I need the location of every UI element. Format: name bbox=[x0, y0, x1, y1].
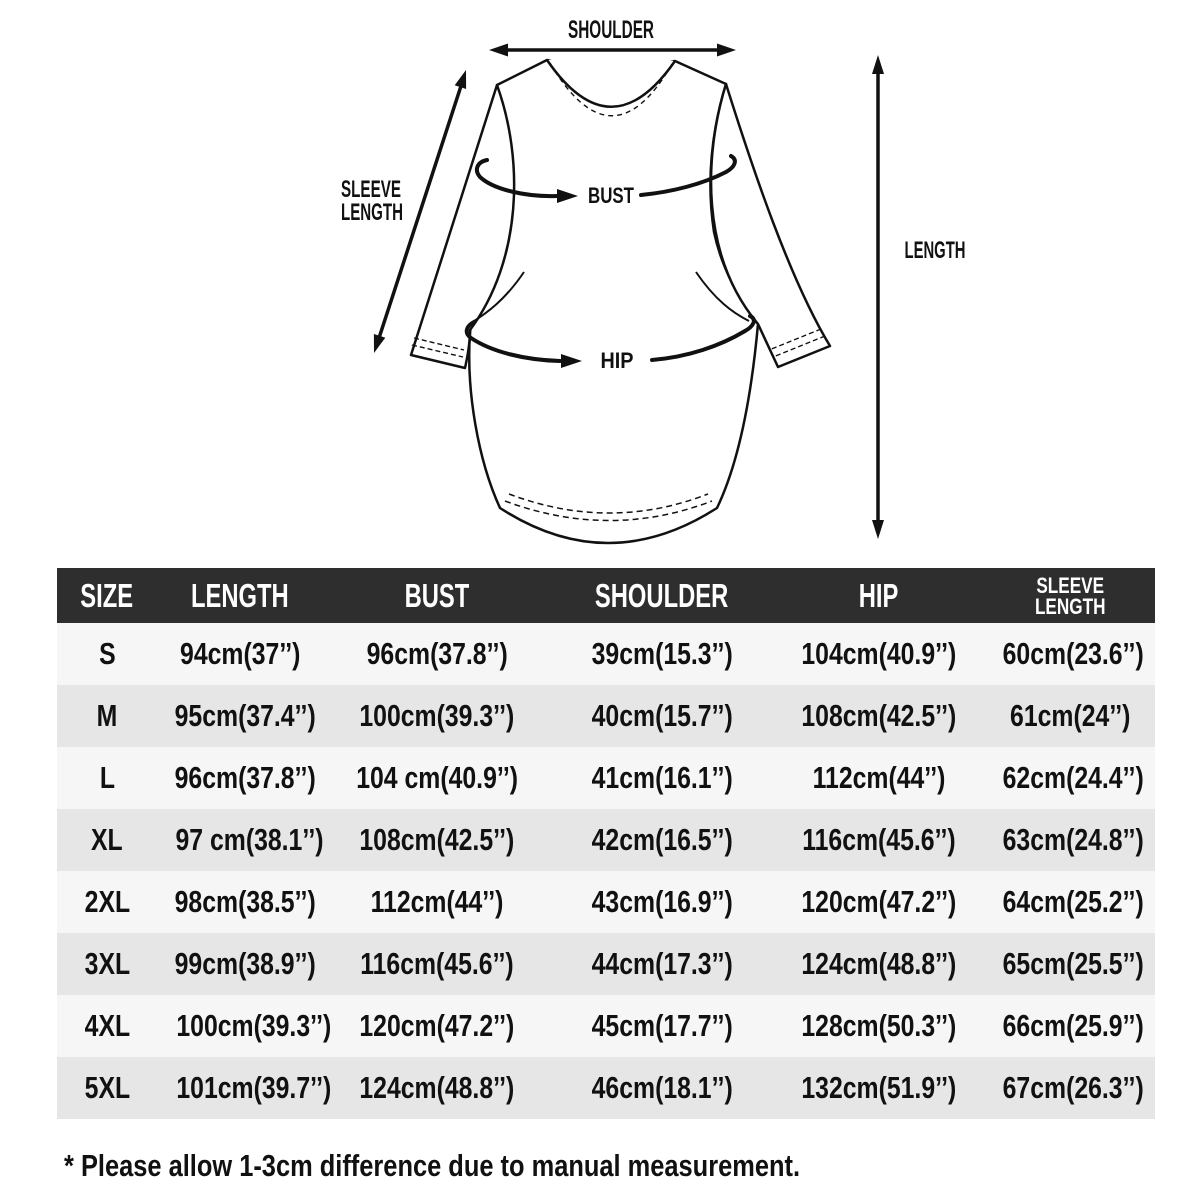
table-cell: 112cm(44’’) bbox=[370, 884, 504, 919]
table-cell: 5XL bbox=[84, 1070, 130, 1105]
shoulder-arrowhead-right bbox=[717, 44, 736, 57]
table-cell: 96cm(37.8’’) bbox=[366, 636, 508, 671]
bust-label: BUST bbox=[588, 183, 635, 208]
table-cell: 116cm(45.6’’) bbox=[360, 946, 514, 981]
table-cell: 100cm(39.3’’) bbox=[176, 1008, 332, 1043]
table-cell: 67cm(26.3’’) bbox=[1002, 1070, 1144, 1105]
table-cell: 104 cm(40.9’’) bbox=[356, 760, 518, 795]
table-row-m bbox=[57, 685, 1155, 747]
header-hip: HIP bbox=[859, 577, 899, 614]
table-cell: 132cm(51.9’’) bbox=[801, 1070, 957, 1105]
table-cell: L bbox=[99, 760, 115, 795]
header-sleeve-length: SLEEVE LENGTH bbox=[1034, 572, 1106, 619]
table-cell: 95cm(37.4’’) bbox=[174, 698, 316, 733]
table-cell: 94cm(37’’) bbox=[179, 636, 301, 671]
table-cell: 60cm(23.6’’) bbox=[1002, 636, 1144, 671]
header-bust: BUST bbox=[404, 577, 470, 614]
table-cell: 108cm(42.5’’) bbox=[801, 698, 957, 733]
table-cell: 46cm(18.1’’) bbox=[591, 1070, 733, 1105]
table-cell: 62cm(24.4’’) bbox=[1002, 760, 1144, 795]
table-cell: 100cm(39.3’’) bbox=[359, 698, 515, 733]
table-cell: 43cm(16.9’’) bbox=[591, 884, 733, 919]
header-size: SIZE bbox=[80, 577, 134, 614]
table-cell: 4XL bbox=[84, 1008, 130, 1043]
header-length: LENGTH bbox=[191, 577, 289, 614]
garment-measurement-diagram bbox=[0, 0, 1200, 560]
table-row-3xl bbox=[57, 933, 1155, 995]
length-label: LENGTH bbox=[904, 237, 966, 264]
table-cell: 128cm(50.3’’) bbox=[801, 1008, 957, 1043]
table-cell: 65cm(25.5’’) bbox=[1002, 946, 1144, 981]
table-cell: 112cm(44’’) bbox=[812, 760, 946, 795]
table-cell: 3XL bbox=[84, 946, 130, 981]
garment-diagram-svg bbox=[0, 0, 1200, 560]
table-body bbox=[57, 623, 1155, 1119]
table-cell: 108cm(42.5’’) bbox=[359, 822, 515, 857]
table-cell: 42cm(16.5’’) bbox=[591, 822, 733, 857]
table-cell: 99cm(38.9’’) bbox=[174, 946, 316, 981]
table-cell: 97 cm(38.1’’) bbox=[175, 822, 324, 857]
table-cell: 124cm(48.8’’) bbox=[359, 1070, 515, 1105]
table-cell: 44cm(17.3’’) bbox=[591, 946, 733, 981]
sleeve-length-arrowhead-bottom bbox=[374, 334, 385, 353]
length-arrowhead-top bbox=[872, 55, 884, 74]
table-row-l bbox=[57, 747, 1155, 809]
table-cell: 45cm(17.7’’) bbox=[591, 1008, 733, 1043]
table-cell: 63cm(24.8’’) bbox=[1002, 822, 1144, 857]
table-cell: 40cm(15.7’’) bbox=[591, 698, 733, 733]
table-header-row bbox=[57, 568, 1155, 623]
table-row-5xl bbox=[57, 1057, 1155, 1119]
table-cell: 120cm(47.2’’) bbox=[801, 884, 957, 919]
table-cell: 116cm(45.6’’) bbox=[802, 822, 956, 857]
size-chart-table bbox=[57, 568, 1155, 1119]
table-cell: 66cm(25.9’’) bbox=[1002, 1008, 1144, 1043]
shoulder-label: SHOULDER bbox=[568, 16, 654, 44]
sleeve-length-label-line2: LENGTH bbox=[341, 199, 403, 226]
table-cell: 2XL bbox=[84, 884, 130, 919]
table-cell: S bbox=[98, 636, 116, 671]
table-cell: 98cm(38.5’’) bbox=[174, 884, 316, 919]
table-cell: XL bbox=[91, 822, 123, 857]
table-cell: 41cm(16.1’’) bbox=[591, 760, 733, 795]
length-arrowhead-bottom bbox=[872, 520, 884, 539]
table-cell: 101cm(39.7’’) bbox=[176, 1070, 332, 1105]
header-shoulder: SHOULDER bbox=[595, 577, 729, 614]
table-cell: M bbox=[96, 698, 118, 733]
sleeve-length-arrowhead-top bbox=[455, 70, 466, 89]
table-cell: 120cm(47.2’’) bbox=[359, 1008, 515, 1043]
table-row-s bbox=[57, 623, 1155, 685]
measurement-note: * Please allow 1-3cm difference due to manual measurement. bbox=[64, 1148, 801, 1183]
table-row-xl bbox=[57, 809, 1155, 871]
hip-label: HIP bbox=[600, 348, 634, 373]
table-row-2xl bbox=[57, 871, 1155, 933]
table-cell: 64cm(25.2’’) bbox=[1002, 884, 1144, 919]
table-row-4xl bbox=[57, 995, 1155, 1057]
table-cell: 61cm(24’’) bbox=[1009, 698, 1131, 733]
table-cell: 39cm(15.3’’) bbox=[591, 636, 733, 671]
shoulder-arrowhead-left bbox=[489, 44, 508, 57]
table-cell: 104cm(40.9’’) bbox=[801, 636, 957, 671]
table-cell: 124cm(48.8’’) bbox=[801, 946, 957, 981]
sleeve-length-label-line1: SLEEVE bbox=[341, 176, 401, 203]
table-cell: 96cm(37.8’’) bbox=[174, 760, 316, 795]
